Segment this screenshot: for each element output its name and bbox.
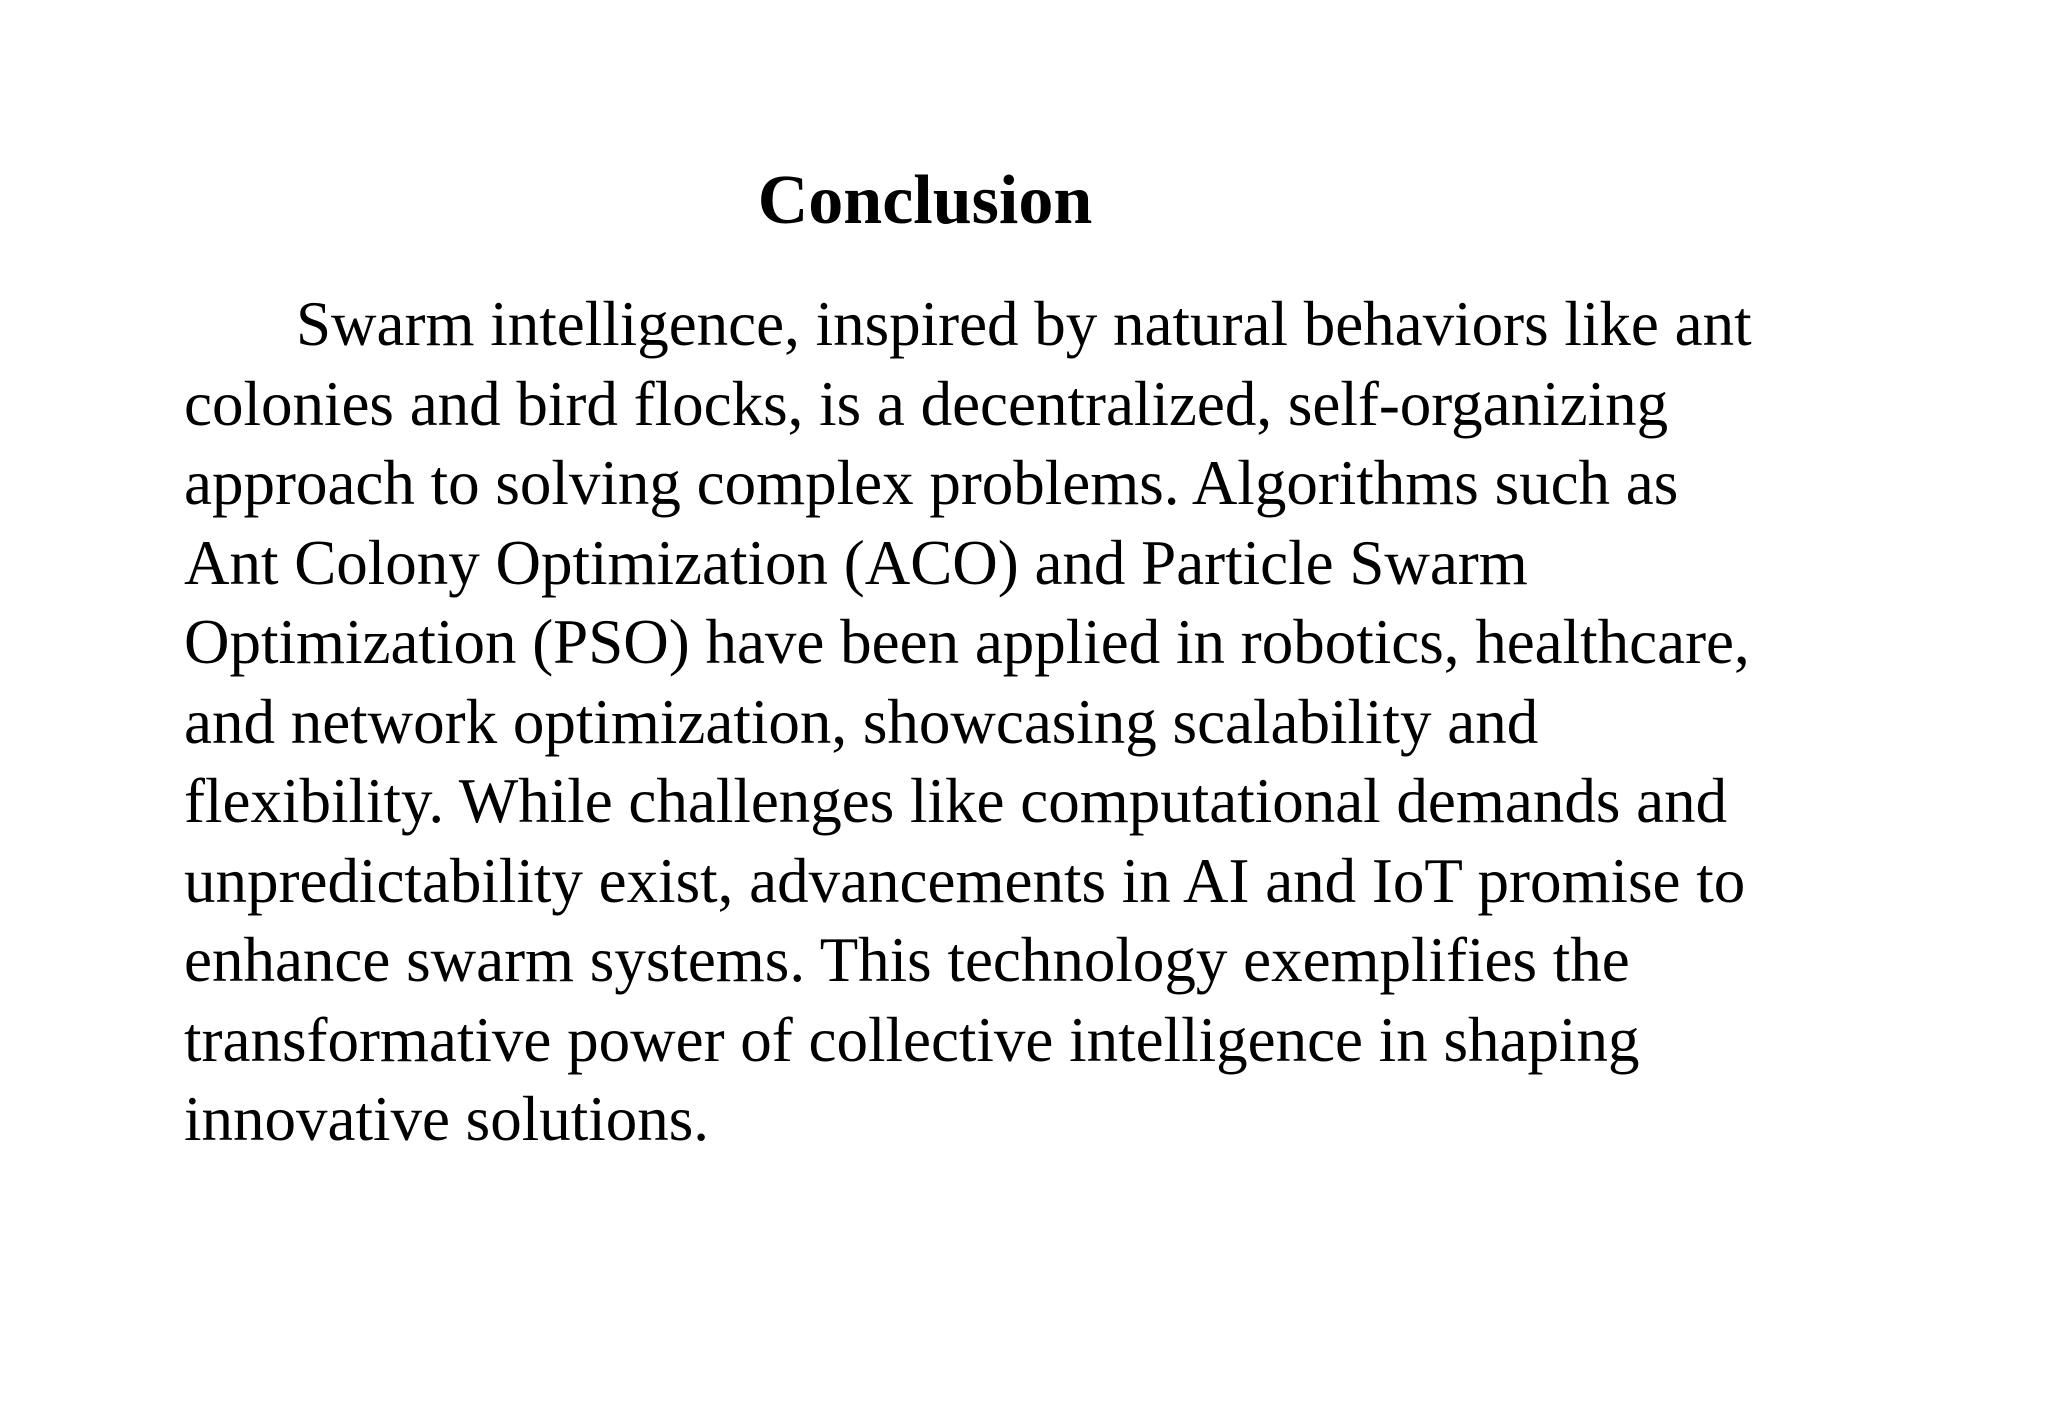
paragraph-line: flexibility. While challenges like computational demands and <box>184 766 1728 836</box>
paragraph-line: Swarm intelligence, inspired by natural behaviors like ant <box>296 289 1752 359</box>
paragraph-line: and network optimization, showcasing scalability and <box>184 686 1539 757</box>
paragraph-line: enhance swarm systems. This technology exemplifies the <box>184 925 1630 995</box>
paragraph-line: Optimization (PSO) have been applied in robotics, healthcare, <box>184 607 1750 677</box>
paragraph-line: unpredictability exist, advancements in AI and IoT promise to <box>184 845 1746 916</box>
conclusion-paragraph <box>184 285 1752 1160</box>
paragraph-line: Ant Colony Optimization (ACO) and Particle Swarm <box>184 527 1528 598</box>
paragraph-line: colonies and bird flocks, is a decentralized, self-organizing <box>184 368 1669 439</box>
paragraph-line: approach to solving complex problems. Algorithms such as <box>184 448 1679 518</box>
paragraph-line: innovative solutions. <box>184 1084 709 1154</box>
paragraph-line: transformative power of collective intelligence in shaping <box>184 1004 1640 1075</box>
page-title: Conclusion <box>757 162 1093 239</box>
